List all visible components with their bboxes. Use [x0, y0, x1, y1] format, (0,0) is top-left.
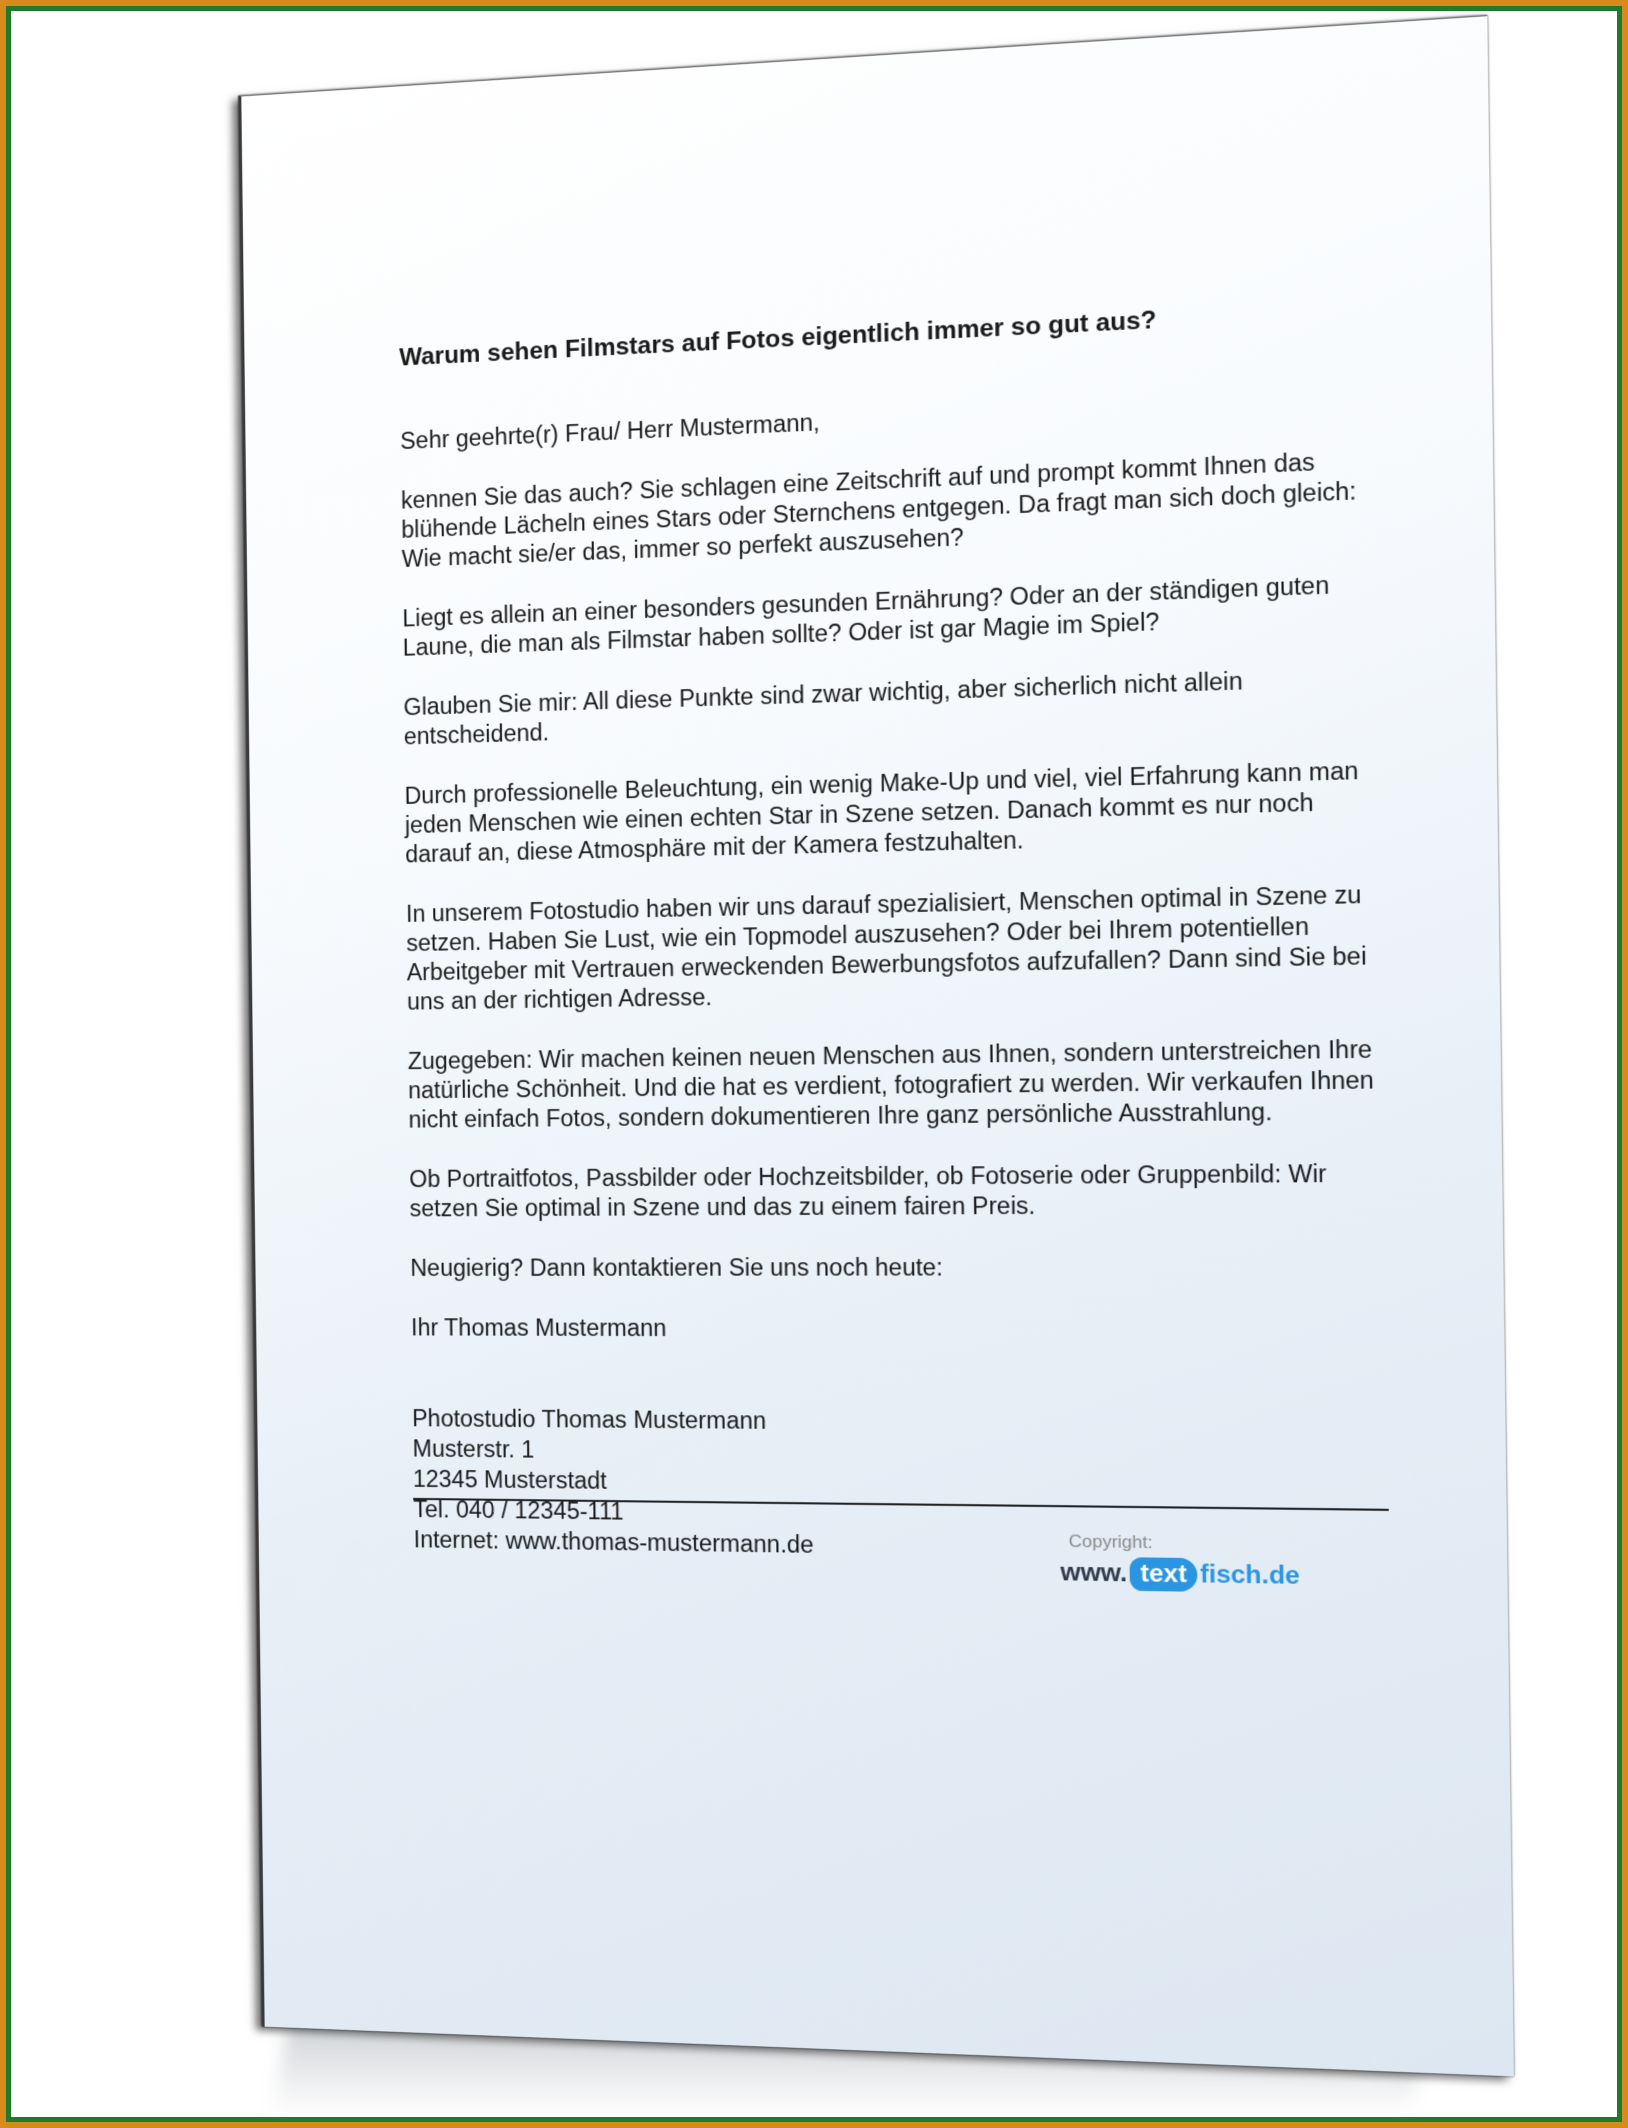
letter-closing: Ihr Thomas Mustermann [410, 1314, 667, 1342]
letter-page [238, 15, 1514, 2076]
letter-paragraph: Ob Portraitfotos, Passbilder oder Hochzeitsbilder, ob Fotoserie oder Gruppenbild: Wir setzen Sie optimal in Szene und das zu einem fairen Preis. [409, 1159, 1327, 1222]
address-city: 12345 Musterstadt [412, 1465, 608, 1494]
letter-paragraph: Glauben Sie mir: All diese Punkte sind zwar wichtig, aber sicherlich nicht allein entscheidend. [403, 667, 1243, 750]
fish-icon [1129, 1557, 1198, 1592]
letter-paragraph: In unserem Fotostudio haben wir uns darauf spezialisiert, Menschen optimal in Szene zu setzen. Haben Sie Lust, wie ein Topmodel auszusehen? Oder bei Ihrem potentiellen Arbeitgeber mit Vertrauen erweckenden Bewerbungsfotos aufzufallen? Dann sind Sie bei uns an der richtigen Adresse. [405, 880, 1367, 1015]
logo-fish-text: text [1140, 1559, 1188, 1589]
letter-paragraph: kennen Sie das auch? Sie schlagen eine Zeitschrift auf und prompt kommt Ihnen das blühende Lächeln eines Stars oder Sternchens entgegen. Da fragt man sich doch gleich: Wie macht sie/er das, immer so perfekt auszusehen? [400, 448, 1357, 573]
letter-paragraph: Neugierig? Dann kontaktieren Sie uns noch heute: [410, 1253, 944, 1281]
copyright-block [1060, 1531, 1390, 1595]
textfisch-logo [1060, 1556, 1390, 1595]
copyright-label: Copyright: [1068, 1531, 1153, 1553]
letter-content [399, 294, 1389, 1568]
logo-prefix: www. [1060, 1558, 1128, 1588]
letter-paragraph: Zugegeben: Wir machen keinen neuen Menschen aus Ihnen, sondern unterstreichen Ihre natürliche Schönheit. Und die hat es verdient, fotografiert zu werden. Wir verkaufen Ihnen nicht einfach Fotos, sondern dokumentieren Ihre ganz persönliche Ausstrahlung. [407, 1035, 1375, 1133]
letter-salutation: Sehr geehrte(r) Frau/ Herr Mustermann, [400, 408, 820, 455]
letter-paragraph: Durch professionelle Beleuchtung, ein wenig Make-Up und viel, viel Erfahrung kann man jeden Menschen wie einen echten Star in Szene setzen. Danach kommt es nur noch darauf an, diese Atmosphäre mit der Kamera festzuhalten. [404, 756, 1359, 868]
logo-suffix: fisch.de [1199, 1560, 1301, 1591]
address-company: Photostudio Thomas Mustermann [412, 1405, 767, 1434]
address-phone: Tel. 040 / 12345-111 [413, 1495, 624, 1525]
address-internet: Internet: www.thomas-mustermann.de [413, 1526, 814, 1558]
letter-title: Warum sehen Filmstars auf Fotos eigentlich immer so gut aus? [399, 306, 1157, 372]
document-preview [250, 95, 1430, 2025]
letter-paragraph: Liegt es allein an einer besonders gesunden Ernährung? Oder an der ständigen guten Laune, die man als Filmstar haben sollte? Oder ist gar Magie im Spiel? [402, 571, 1330, 661]
address-street: Musterstr. 1 [412, 1435, 535, 1463]
